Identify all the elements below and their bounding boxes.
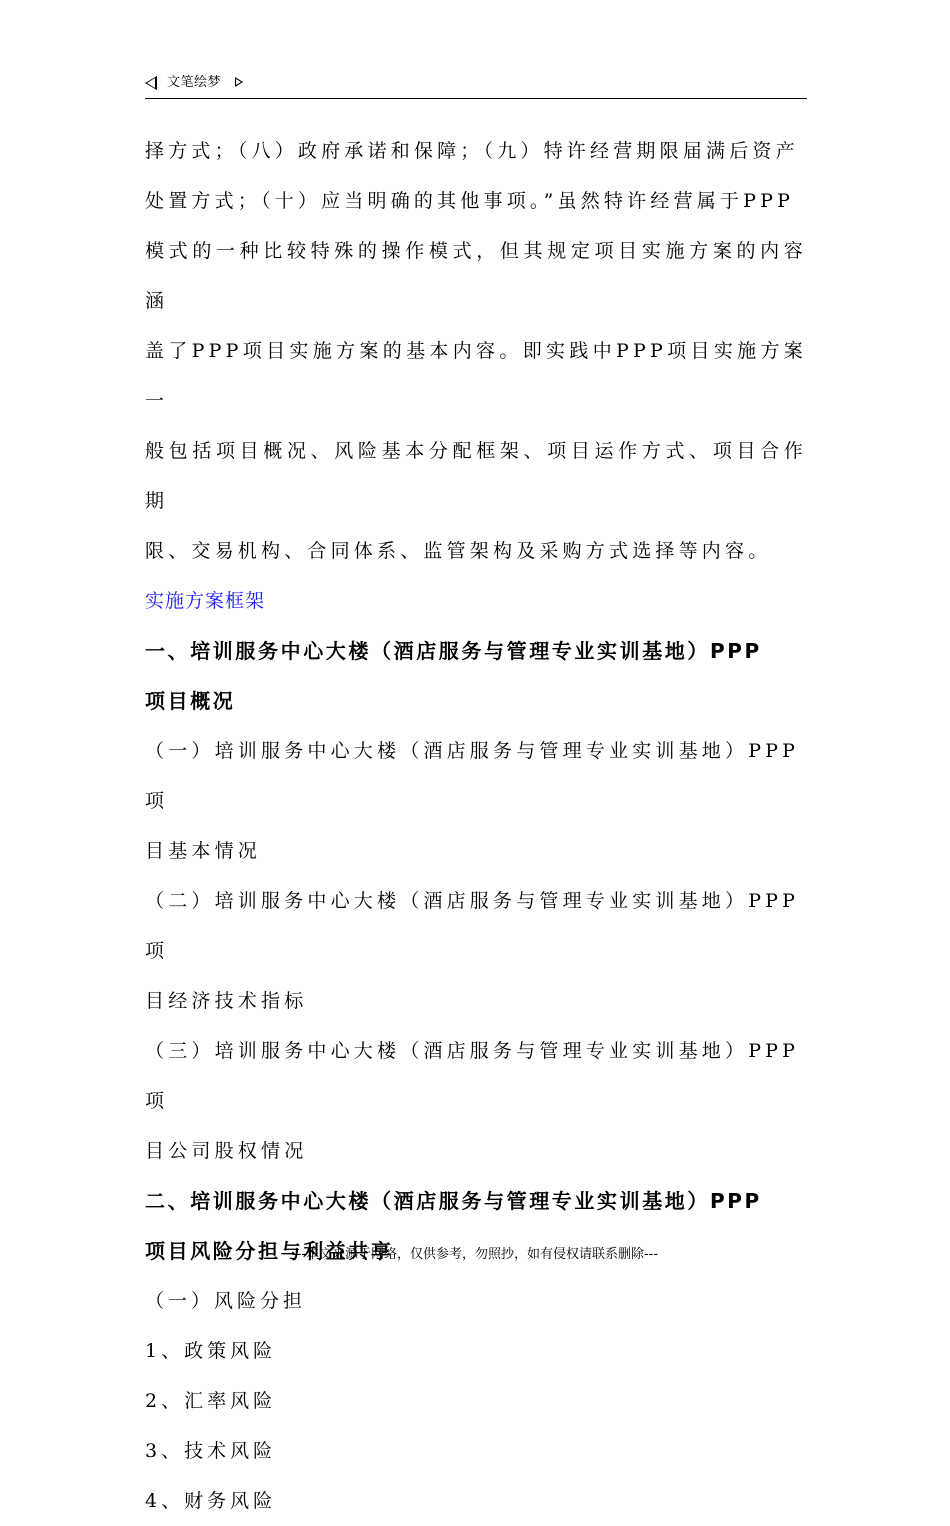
- list-item: 3、技术风险: [145, 1440, 277, 1462]
- intro-line: 择方式；（八）政府承诺和保障；（九）特许经营期限届满后资产: [145, 140, 799, 162]
- list-item: 1、政策风险: [145, 1340, 277, 1362]
- section-1: [145, 626, 807, 1176]
- framework-title: 实施方案框架: [145, 590, 266, 612]
- document-body: [145, 126, 807, 1526]
- triangle-right-icon: [235, 77, 243, 87]
- subsection-title-line: 目公司股权情况: [145, 1140, 308, 1162]
- intro-line: 盖了PPP项目实施方案的基本内容。即实践中PPP项目实施方案一: [145, 340, 807, 412]
- intro-line: 限、交易机构、合同体系、监管架构及采购方式选择等内容。: [145, 540, 772, 562]
- subsection-title-line: 目基本情况: [145, 840, 262, 862]
- section-2: [145, 1176, 807, 1526]
- triangle-left-icon: [145, 76, 157, 90]
- section-1-title-line: 一、培训服务中心大楼（酒店服务与管理专业实训基地）PPP: [145, 639, 762, 663]
- header-brand: 文笔绘梦: [167, 75, 222, 90]
- section-2-title-line: 二、培训服务中心大楼（酒店服务与管理专业实训基地）PPP: [145, 1189, 762, 1213]
- page-header: [145, 72, 807, 99]
- subsection-title-line: （一）培训服务中心大楼（酒店服务与管理专业实训基地）PPP项: [145, 740, 800, 812]
- intro-line: 模式的一种比较特殊的操作模式，但其规定项目实施方案的内容涵: [145, 240, 807, 312]
- list-item: 4、财务风险: [145, 1490, 277, 1512]
- section-1-title-line: 项目概况: [145, 689, 236, 713]
- subsection-title-line: （二）培训服务中心大楼（酒店服务与管理专业实训基地）PPP项: [145, 890, 800, 962]
- intro-paragraph: [145, 126, 807, 576]
- intro-line: 处置方式；（十）应当明确的其他事项。”虽然特许经营属于PPP: [145, 190, 795, 212]
- section-2-title-line: 项目风险分担与利益共享: [145, 1239, 394, 1263]
- list-item: 2、汇率风险: [145, 1390, 277, 1412]
- subsection-title-line: （三）培训服务中心大楼（酒店服务与管理专业实训基地）PPP项: [145, 1040, 800, 1112]
- subsection-title: （一）风险分担: [145, 1290, 307, 1312]
- intro-line: 般包括项目概况、风险基本分配框架、项目运作方式、项目合作期: [145, 440, 807, 512]
- page-footer: ---本文来源于网络，仅供参考，勿照抄，如有侵权请联系删除---: [291, 1247, 659, 1262]
- subsection-title-line: 目经济技术指标: [145, 990, 308, 1012]
